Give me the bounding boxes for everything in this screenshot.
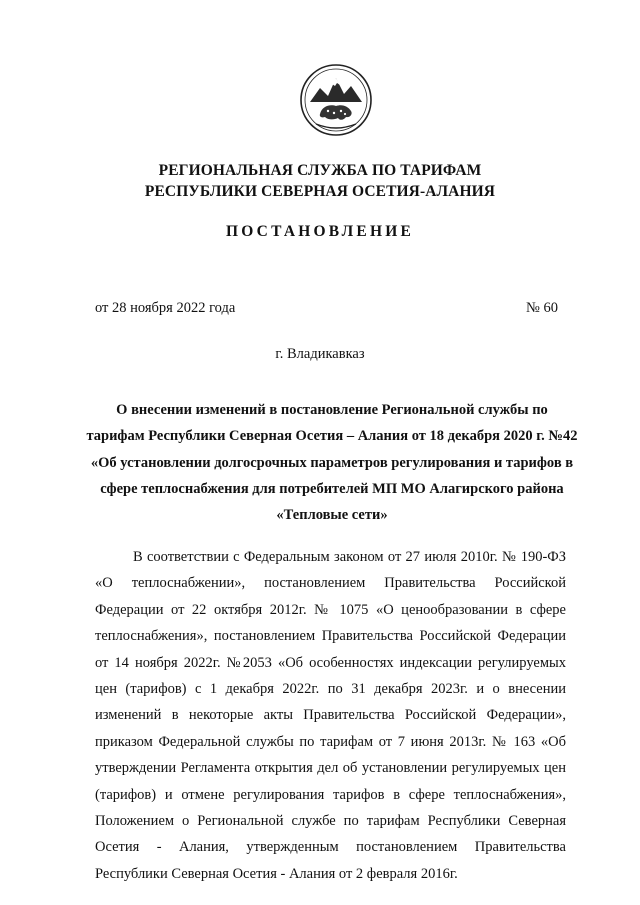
document-body-paragraph: В соответствии с Федеральным законом от 27 июля 2010г. № 190-ФЗ «О теплоснабжении», постановлением Правительства Российской Федерации от 22 октября 2012г. № 1075 «О ценообразовании в сфере теплоснабжения», постановлением Правительства Российской Федерации от 14 ноября 2022г. №2053 «Об особенностях индексации регулируемых цен (тарифов) с 1 декабря 2022г. по 31 декабря 2023г. и о внесении изменений в некоторые акты Правительства Российской Федерации», приказом Федеральной службы по тарифам от 7 июня 2013г. № 163 «Об утверждении Регламента открытия дел об установлении регулируемых цен (тарифов) и отмене регулирования тарифов в сфере теплоснабжения», Положением о Региональной службе по тарифам Республики Северная Осетия - Алания, утвержденным постановлением Правительства Республики Северная Осетия - Алания от 2 февраля 2016г.	[95, 549, 566, 882]
coat-of-arms-emblem-icon	[298, 62, 374, 138]
document-city: г. Владикавказ	[275, 346, 365, 362]
document-date: от 28 ноября 2022 года	[95, 300, 236, 316]
document-number: № 60	[526, 300, 558, 316]
header-line-2: РЕСПУБЛИКИ СЕВЕРНАЯ ОСЕТИЯ-АЛАНИЯ	[144, 183, 496, 200]
header-line-1: РЕГИОНАЛЬНАЯ СЛУЖБА ПО ТАРИФАМ	[158, 162, 482, 179]
document-subject: О внесении изменений в постановление Региональной службы по тарифам Республики Северная Осетия – Алания от 18 декабря 2020 г. №42 «Об установлении долгосрочных параметров регулирования и тарифов в сфере теплоснабжения для потребителей МП МО Алагирского района «Тепловые сети»	[86, 402, 578, 524]
document-type-title: ПОСТАНОВЛЕНИЕ	[225, 223, 415, 240]
issuing-authority-header	[0, 160, 640, 202]
